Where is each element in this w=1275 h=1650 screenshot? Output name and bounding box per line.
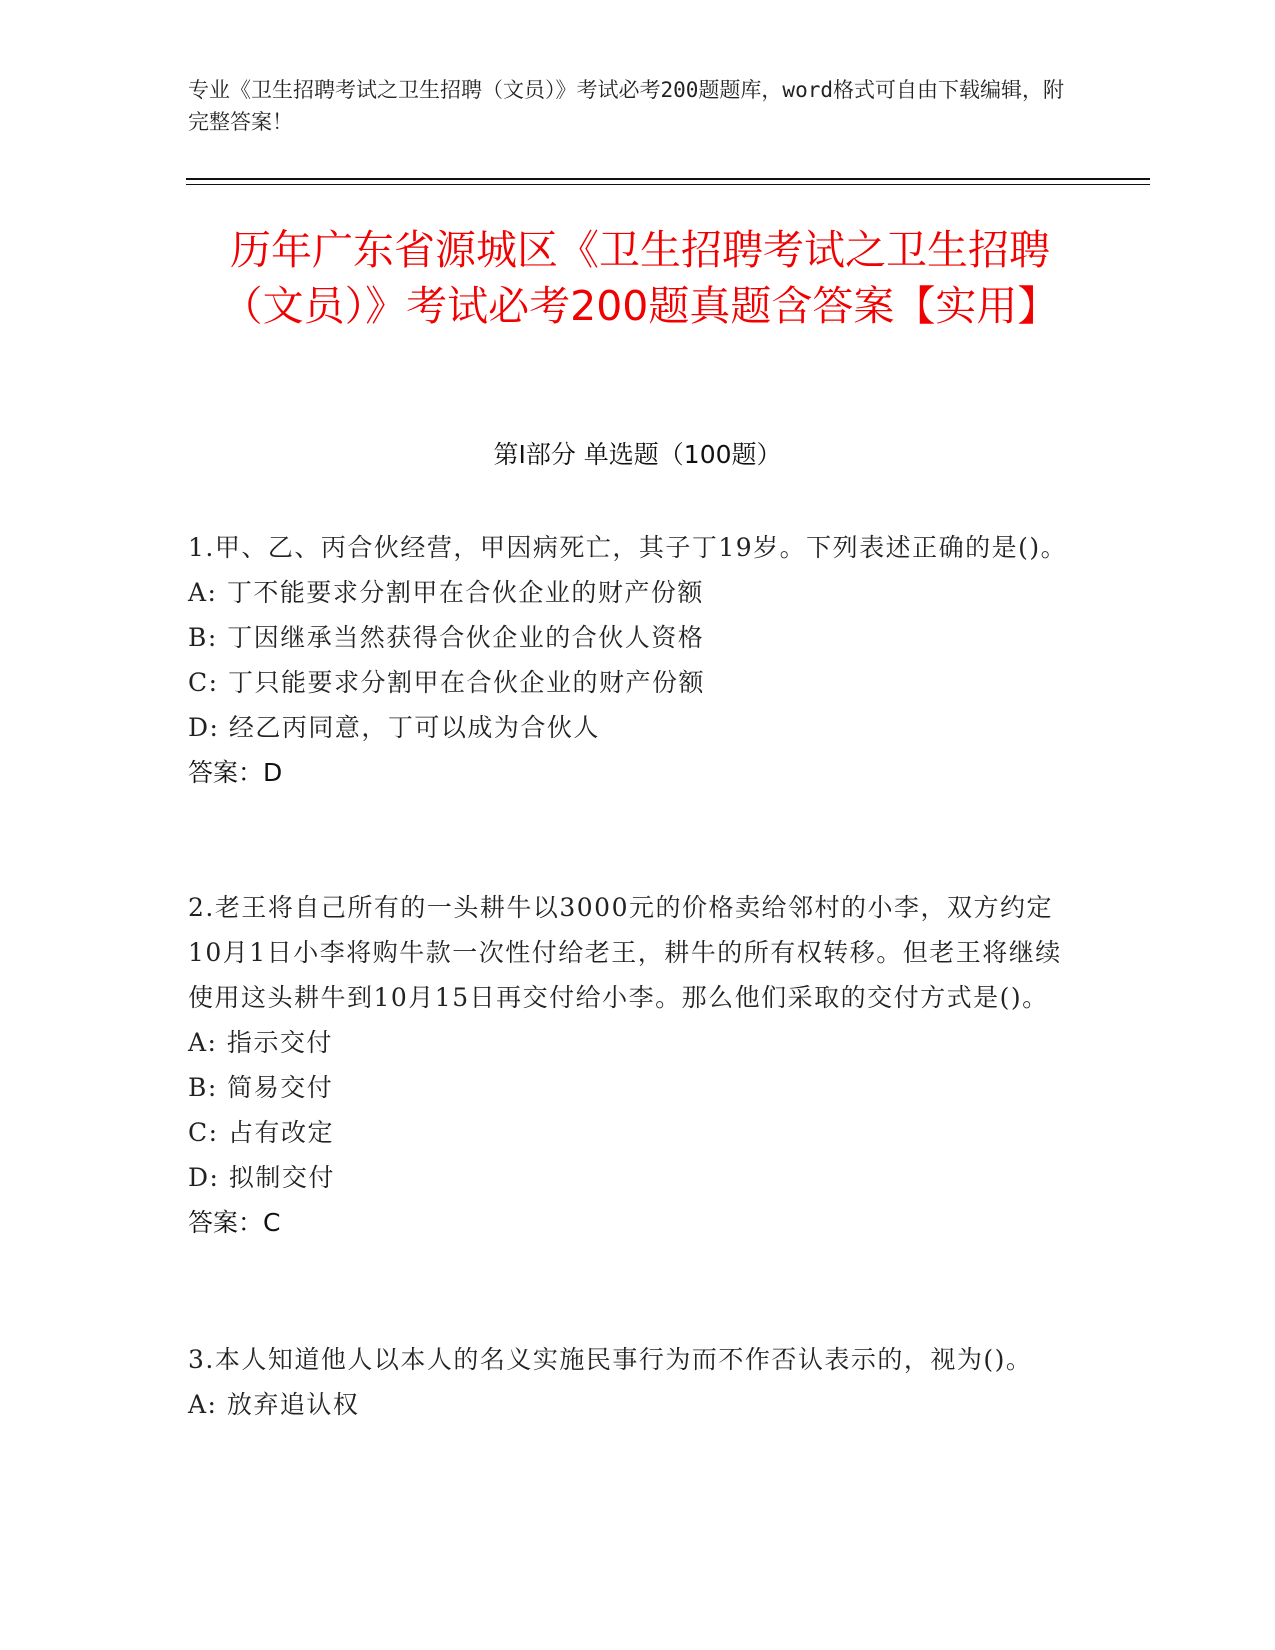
option-a: A: 指示交付	[188, 1028, 333, 1057]
option-c: C: 占有改定	[188, 1118, 334, 1147]
option-d: D: 拟制交付	[188, 1163, 335, 1192]
option-a: A: 丁不能要求分割甲在合伙企业的财产份额	[188, 578, 704, 607]
option-b: B: 丁因继承当然获得合伙企业的合伙人资格	[188, 623, 705, 652]
document-title: 历年广东省源城区《卫生招聘考试之卫生招聘（文员）》考试必考200题真题含答案【实用】	[221, 226, 1059, 330]
header-divider-thin	[186, 184, 1150, 185]
option-c: C: 丁只能要求分割甲在合伙企业的财产份额	[188, 668, 705, 697]
question-text: 3.本人知道他人以本人的名义实施民事行为而不作否认表示的，视为()。	[188, 1345, 1033, 1374]
option-a: A: 放弃追认权	[188, 1390, 360, 1419]
option-b: B: 简易交付	[188, 1073, 334, 1102]
header-divider-thick	[186, 178, 1150, 180]
question-3	[188, 1337, 1068, 1427]
header-note: 专业《卫生招聘考试之卫生招聘（文员）》考试必考200题题库，word格式可自由下载编辑，附完整答案！	[188, 78, 1064, 134]
answer-line: 答案：D	[188, 758, 283, 787]
answer-line: 答案：C	[188, 1208, 281, 1237]
question-text: 1.甲、乙、丙合伙经营，甲因病死亡，其子丁19岁。下列表述正确的是()。	[188, 533, 1068, 562]
option-d: D: 经乙丙同意，丁可以成为合伙人	[188, 713, 600, 742]
question-text: 2.老王将自己所有的一头耕牛以3000元的价格卖给邻村的小李，双方约定10月1日小李将购牛款一次性付给老王，耕牛的所有权转移。但老王将继续使用这头耕牛到10月15日再交付给小李。那么他们采取的交付方式是()。	[188, 893, 1062, 1012]
section-heading: 第I部分 单选题（100题）	[493, 440, 782, 469]
question-1	[188, 525, 1068, 795]
question-2	[188, 885, 1068, 1245]
